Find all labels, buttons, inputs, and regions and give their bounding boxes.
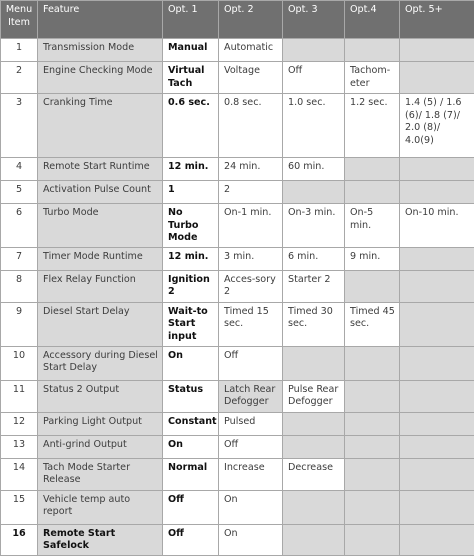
cell-opt-1: 1 [163, 181, 219, 204]
cell-opt-3 [283, 412, 345, 435]
header-opt-1: Opt. 1 [163, 1, 219, 39]
cell-opt-3: 6 min. [283, 247, 345, 270]
header-opt-2: Opt. 2 [219, 1, 283, 39]
cell-opt-1: Constant [163, 412, 219, 435]
table-row [1, 181, 474, 204]
cell-opt-5plus [400, 412, 474, 435]
cell-menu-item: 9 [1, 302, 38, 346]
cell-opt-3 [283, 346, 345, 380]
cell-opt-5plus [400, 158, 474, 181]
cell-menu-item: 1 [1, 39, 38, 62]
cell-opt-1: Off [163, 524, 219, 555]
cell-opt-5plus [400, 181, 474, 204]
cell-opt-1: 0.6 sec. [163, 94, 219, 158]
table-row [1, 270, 474, 302]
cell-opt-2: On [219, 490, 283, 524]
cell-menu-item: 15 [1, 490, 38, 524]
cell-opt-2: Pulsed [219, 412, 283, 435]
cell-opt-5plus [400, 302, 474, 346]
header-opt-3: Opt. 3 [283, 1, 345, 39]
table-row [1, 346, 474, 380]
cell-opt-4 [345, 412, 400, 435]
cell-feature: Activation Pulse Count [38, 181, 163, 204]
cell-menu-item: 8 [1, 270, 38, 302]
cell-opt-5plus [400, 458, 474, 490]
table-row [1, 458, 474, 490]
cell-opt-5plus: 1.4 (5) / 1.6 (6)/ 1.8 (7)/ 2.0 (8)/ 4.0(9) [400, 94, 474, 158]
cell-opt-3: On-3 min. [283, 204, 345, 248]
table-row [1, 39, 474, 62]
cell-opt-4 [345, 458, 400, 490]
cell-menu-item: 12 [1, 412, 38, 435]
cell-menu-item: 10 [1, 346, 38, 380]
cell-menu-item: 16 [1, 524, 38, 555]
cell-menu-item: 5 [1, 181, 38, 204]
cell-menu-item: 14 [1, 458, 38, 490]
cell-opt-2: 2 [219, 181, 283, 204]
cell-menu-item: 6 [1, 204, 38, 248]
cell-feature: Turbo Mode [38, 204, 163, 248]
cell-opt-1: On [163, 346, 219, 380]
cell-menu-item: 11 [1, 380, 38, 412]
cell-opt-4 [345, 524, 400, 555]
cell-opt-5plus [400, 490, 474, 524]
cell-opt-4 [345, 490, 400, 524]
cell-opt-4 [345, 39, 400, 62]
header-opt-5plus: Opt. 5+ [400, 1, 474, 39]
cell-opt-1: Wait-to Start input [163, 302, 219, 346]
cell-feature: Vehicle temp auto report [38, 490, 163, 524]
table-row [1, 380, 474, 412]
cell-opt-3: Starter 2 [283, 270, 345, 302]
cell-opt-4 [345, 181, 400, 204]
cell-feature: Anti-grind Output [38, 435, 163, 458]
cell-feature: Parking Light Output [38, 412, 163, 435]
cell-opt-4 [345, 158, 400, 181]
cell-opt-1: No Turbo Mode [163, 204, 219, 248]
cell-feature: Engine Checking Mode [38, 62, 163, 94]
cell-opt-3 [283, 181, 345, 204]
cell-opt-5plus [400, 62, 474, 94]
cell-feature: Timer Mode Runtime [38, 247, 163, 270]
cell-opt-2: Off [219, 346, 283, 380]
cell-opt-1: 12 min. [163, 247, 219, 270]
cell-opt-1: Normal [163, 458, 219, 490]
cell-opt-2: Off [219, 435, 283, 458]
cell-opt-3 [283, 490, 345, 524]
cell-menu-item: 4 [1, 158, 38, 181]
table-row [1, 62, 474, 94]
cell-menu-item: 3 [1, 94, 38, 158]
cell-opt-2: On-1 min. [219, 204, 283, 248]
cell-opt-4 [345, 435, 400, 458]
cell-opt-1: Manual [163, 39, 219, 62]
table-row [1, 435, 474, 458]
cell-opt-5plus [400, 524, 474, 555]
table-row [1, 524, 474, 555]
cell-opt-2: 24 min. [219, 158, 283, 181]
cell-opt-3: 60 min. [283, 158, 345, 181]
header-feature: Feature [38, 1, 163, 39]
table-row [1, 490, 474, 524]
cell-opt-4: On-5 min. [345, 204, 400, 248]
cell-opt-2: Latch Rear Defogger [219, 380, 283, 412]
cell-opt-4: 1.2 sec. [345, 94, 400, 158]
cell-feature: Transmission Mode [38, 39, 163, 62]
cell-feature: Accessory during Diesel Start Delay [38, 346, 163, 380]
cell-opt-2: 0.8 sec. [219, 94, 283, 158]
table-row [1, 204, 474, 248]
cell-menu-item: 13 [1, 435, 38, 458]
cell-opt-2: Acces-sory 2 [219, 270, 283, 302]
cell-opt-5plus [400, 346, 474, 380]
cell-opt-3: Timed 30 sec. [283, 302, 345, 346]
cell-opt-3 [283, 524, 345, 555]
cell-opt-5plus [400, 435, 474, 458]
table-row [1, 412, 474, 435]
cell-opt-1: Off [163, 490, 219, 524]
cell-opt-1: Status [163, 380, 219, 412]
cell-menu-item: 2 [1, 62, 38, 94]
cell-opt-5plus: On-10 min. [400, 204, 474, 248]
cell-opt-1: On [163, 435, 219, 458]
cell-feature: Flex Relay Function [38, 270, 163, 302]
cell-feature: Remote Start Safelock [38, 524, 163, 555]
cell-menu-item: 7 [1, 247, 38, 270]
cell-feature: Tach Mode Starter Release [38, 458, 163, 490]
cell-opt-2: Voltage [219, 62, 283, 94]
table-row [1, 302, 474, 346]
table-row [1, 247, 474, 270]
cell-feature: Status 2 Output [38, 380, 163, 412]
header-opt-4: Opt.4 [345, 1, 400, 39]
cell-opt-3: Off [283, 62, 345, 94]
table-row [1, 158, 474, 181]
table-row [1, 94, 474, 158]
cell-opt-5plus [400, 247, 474, 270]
cell-opt-2: Timed 15 sec. [219, 302, 283, 346]
cell-opt-1: 12 min. [163, 158, 219, 181]
cell-opt-4 [345, 346, 400, 380]
cell-opt-5plus [400, 39, 474, 62]
cell-opt-1: Ignition 2 [163, 270, 219, 302]
cell-opt-3 [283, 39, 345, 62]
cell-opt-4: Tachom-eter [345, 62, 400, 94]
cell-opt-4 [345, 380, 400, 412]
cell-opt-3 [283, 435, 345, 458]
cell-opt-2: On [219, 524, 283, 555]
cell-opt-2: 3 min. [219, 247, 283, 270]
cell-opt-3: 1.0 sec. [283, 94, 345, 158]
cell-opt-4: 9 min. [345, 247, 400, 270]
table-header-row [1, 1, 474, 39]
cell-opt-4 [345, 270, 400, 302]
cell-feature: Remote Start Runtime [38, 158, 163, 181]
cell-feature: Diesel Start Delay [38, 302, 163, 346]
cell-opt-3: Pulse Rear Defogger [283, 380, 345, 412]
header-menu-item: Menu Item [1, 1, 38, 39]
cell-opt-5plus [400, 270, 474, 302]
cell-opt-1: Virtual Tach [163, 62, 219, 94]
cell-opt-3: Decrease [283, 458, 345, 490]
cell-opt-4: Timed 45 sec. [345, 302, 400, 346]
cell-opt-5plus [400, 380, 474, 412]
cell-opt-2: Increase [219, 458, 283, 490]
cell-feature: Cranking Time [38, 94, 163, 158]
cell-opt-2: Automatic [219, 39, 283, 62]
